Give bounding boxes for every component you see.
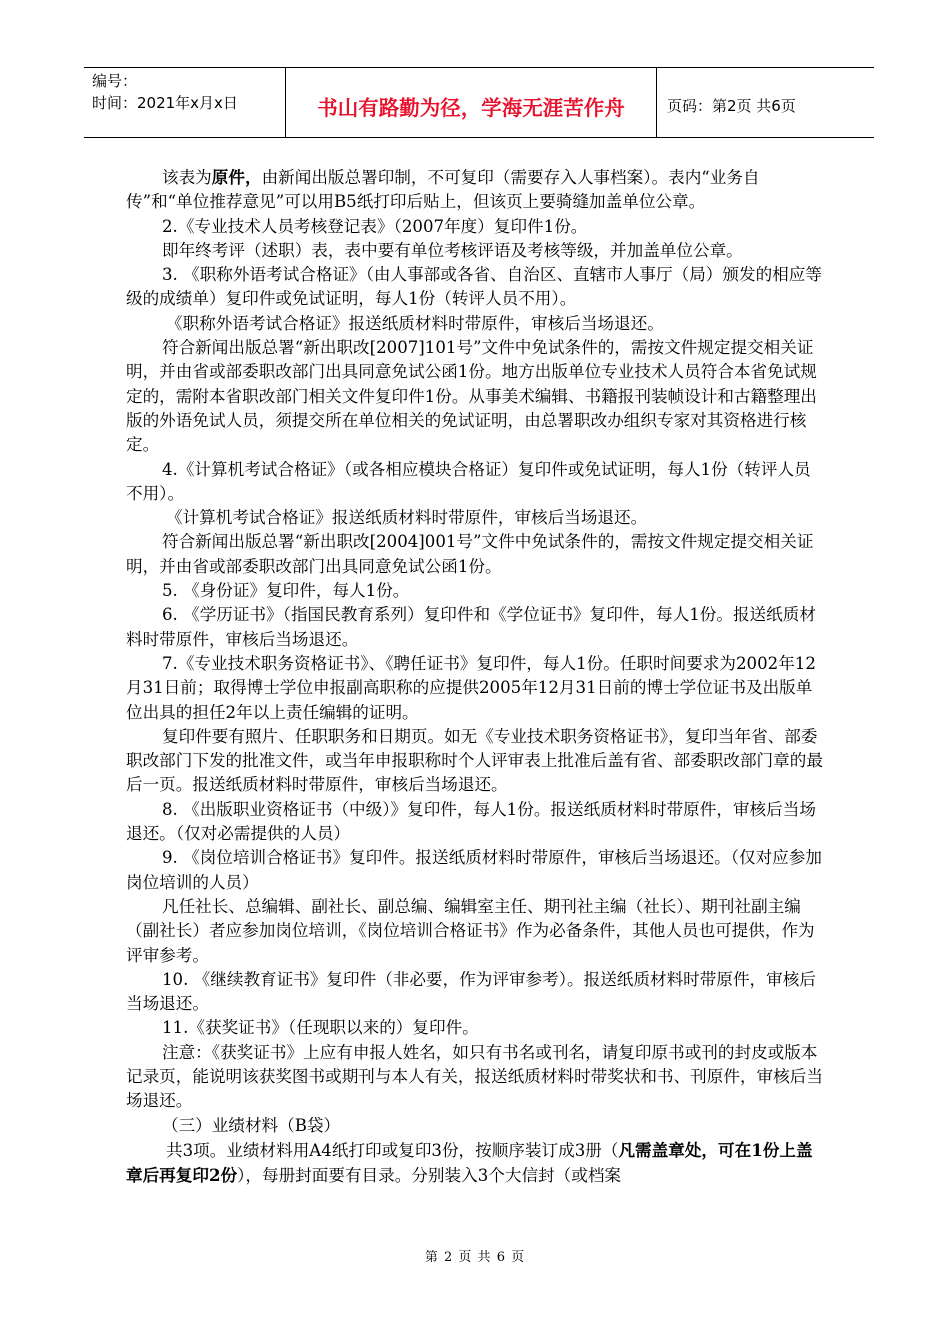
paragraph: 《职称外语考试合格证》报送纸质材料时带原件，审核后当场退还。 (166, 313, 664, 333)
paragraph: 《计算机考试合格证》报送纸质材料时带原件，审核后当场退还。 (166, 508, 648, 528)
paragraph: 共3项。业绩材料用A4纸打印或复印3份，按顺序装订成3册（凡需盖章处，可在1份上盖章后再复印2份），每册封面要有目录。分别装入3个大信封（或档案 (126, 1139, 813, 1186)
header-meta (84, 68, 285, 137)
paragraph: 该表为原件，由新闻出版总署印制，不可复印（需要存入人事档案）。表内“业务自传”和“单位推荐意见”可以用B5纸打印后贴上，但该页上要骑缝加盖单位公章。 (126, 167, 760, 212)
paragraph: 7.《专业技术职务资格证书》、《聘任证书》复印件，每人1份。任职时间要求为2002年12月31日前；取得博士学位申报副高职称的应提供2005年12月31日前的博士学位证书及出版单位出具的担任2年以上责任编辑的证明。 (126, 653, 816, 722)
paragraph: 注意：《获奖证书》上应有申报人姓名，如只有书名或刊名，请复印原书或刊的封皮或版本记录页，能说明该获奖图书或期刊与本人有关，报送纸质材料时带奖状和书、刊原件，审核后当场退还。 (126, 1042, 823, 1111)
document-body (126, 165, 826, 1188)
paragraph: 5. 《身份证》复印件，每人1份。 (162, 581, 410, 601)
paragraph: 6. 《学历证书》（指国民教育系列）复印件和《学位证书》复印件，每人1份。报送纸质材料时带原件，审核后当场退还。 (126, 605, 816, 649)
paragraph: 9. 《岗位培训合格证书》复印件。报送纸质材料时带原件，审核后当场退还。（仅对应参加岗位培训的人员） (126, 848, 822, 892)
paragraph: 2.《专业技术人员考核登记表》（2007年度）复印件1份。 (162, 216, 588, 236)
header-motto: 书山有路勤为径，学海无涯苦作舟 (285, 68, 657, 137)
page-header (84, 67, 874, 138)
paragraph: 符合新闻出版总署“新出职改[2004]001号”文件中免试条件的，需按文件规定提交相关证明，并由省或部委职改部门出具同意免试公函1份。 (126, 532, 814, 576)
paragraph: 3. 《职称外语考试合格证》（由人事部或各省、自治区、直辖市人事厅（局）颁发的相应等级的成绩单）复印件或免试证明，每人1份（转评人员不用）。 (126, 265, 822, 309)
section-heading: （三）业绩材料（B袋） (162, 1115, 341, 1135)
paragraph: 复印件要有照片、任职职务和日期页。如无《专业技术职务资格证书》，复印当年省、部委职改部门下发的批准文件，或当年申报职称时个人评审表上批准后盖有省、部委职改部门章的最后一页。报送纸质材料时带原件，审核后当场退还。 (126, 726, 823, 795)
paragraph: 符合新闻出版总署“新出职改[2007]101号”文件中免试条件的，需按文件规定提交相关证明，并由省或部委职改部门出具同意免试公函1份。地方出版单位专业技术人员符合本省免试规定的，需附本省职改部门相关文件复印件1份。从事美术编辑、书籍报刊装帧设计和古籍整理出版的外语免试人员，须提交所在单位相关的免试证明，由总署职改办组织专家对其资格进行核定。 (126, 338, 817, 455)
paragraph: 4.《计算机考试合格证》（或各相应模块合格证）复印件或免试证明，每人1份（转评人员不用）。 (126, 459, 811, 503)
paragraph: 即年终考评（述职）表，表中要有单位考核评语及考核等级，并加盖单位公章。 (162, 240, 743, 260)
paragraph: 凡任社长、总编辑、副社长、副总编、编辑室主任、期刊社主编（社长）、期刊社副主编（副社长）者应参加岗位培训，《岗位培训合格证书》作为必备条件，其他人员也可提供，作为评审参考。 (126, 896, 815, 965)
document-date: 时间：2021年x月x日 (92, 94, 238, 112)
document-number-label: 编号： (92, 72, 138, 90)
paragraph: 10. 《继续教育证书》复印件（非必要，作为评审参考）。报送纸质材料时带原件，审核后当场退还。 (126, 969, 816, 1014)
paragraph: 11.《获奖证书》（任现职以来的）复印件。 (162, 1018, 479, 1038)
paragraph: 8. 《出版职业资格证书（中级）》复印件，每人1份。报送纸质材料时带原件，审核后当场退还。（仅对必需提供的人员） (126, 799, 816, 844)
page-footer: 第 2 页 共 6 页 (424, 1250, 526, 1265)
header-page-info: 页码：第2页 共6页 (667, 97, 796, 115)
